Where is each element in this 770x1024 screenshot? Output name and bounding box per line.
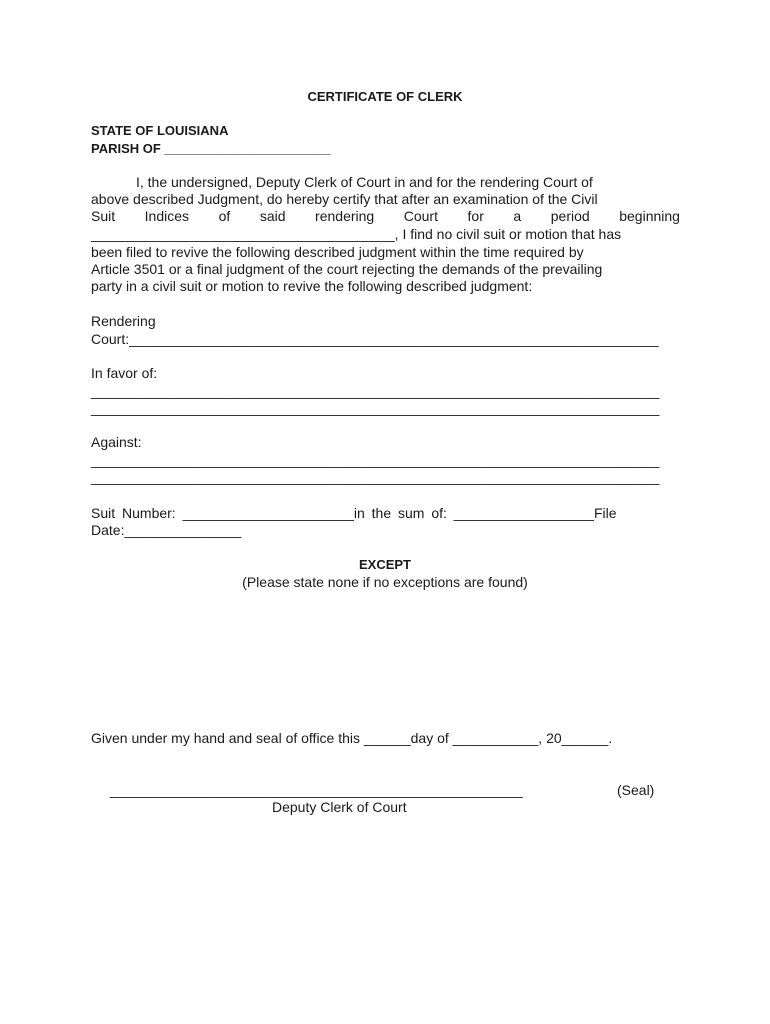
word: rendering [315,208,375,224]
word: Court [403,208,438,224]
word: period [550,208,590,224]
paragraph-line: above described Judgment, do hereby certify that after an examination of the Civil [91,191,598,207]
word: of [218,208,231,224]
period-beginning-field[interactable]: _______________________________________, I find no civil suit or motion that has [91,226,622,242]
given-under-hand-line[interactable]: Given under my hand and seal of office this ______day of ___________, 20______. [91,730,613,746]
word: for [467,208,484,224]
rendering-court-field[interactable]: Court:____________________________________________________________________ [91,331,659,347]
against-label: Against: [91,434,142,450]
word: beginning [619,208,680,224]
paragraph-line: party in a civil suit or motion to revive the following described judgment: [91,278,533,294]
parish-heading: PARISH OF _______________________ [91,141,331,156]
signature-line[interactable]: _____________________________________________________ [110,782,523,798]
in-favor-field-line-2[interactable]: _________________________________________________________________________ [91,400,660,416]
file-date-field[interactable]: Date:_______________ [91,522,242,538]
document-title: CERTIFICATE OF CLERK [307,89,463,104]
paragraph-line: I, the undersigned, Deputy Clerk of Court in and for the rendering Court of [136,174,593,190]
in-favor-field-line-1[interactable]: _________________________________________________________________________ [91,383,660,399]
suit-number-sum-field[interactable]: Suit Number: ______________________in the sum of: __________________File [91,505,617,521]
signature-caption: Deputy Clerk of Court [272,799,407,815]
word: a [513,208,522,224]
paragraph-line-justified [91,208,680,225]
word: Indices [144,208,190,224]
word: Suit [91,208,116,224]
seal-label: (Seal) [617,782,655,798]
except-heading: EXCEPT [358,557,411,572]
paragraph-line: Article 3501 or a final judgment of the court rejecting the demands of the prevailing [91,261,603,277]
paragraph-line: been filed to revive the following described judgment within the time required by [91,244,584,260]
word: said [259,208,286,224]
against-field-line-1[interactable]: _________________________________________________________________________ [91,452,660,468]
state-heading: STATE OF LOUISIANA [91,123,229,138]
rendering-label: Rendering [91,313,156,329]
except-note: (Please state none if no exceptions are found) [242,574,528,590]
in-favor-label: In favor of: [91,365,158,381]
against-field-line-2[interactable]: _________________________________________________________________________ [91,469,660,485]
